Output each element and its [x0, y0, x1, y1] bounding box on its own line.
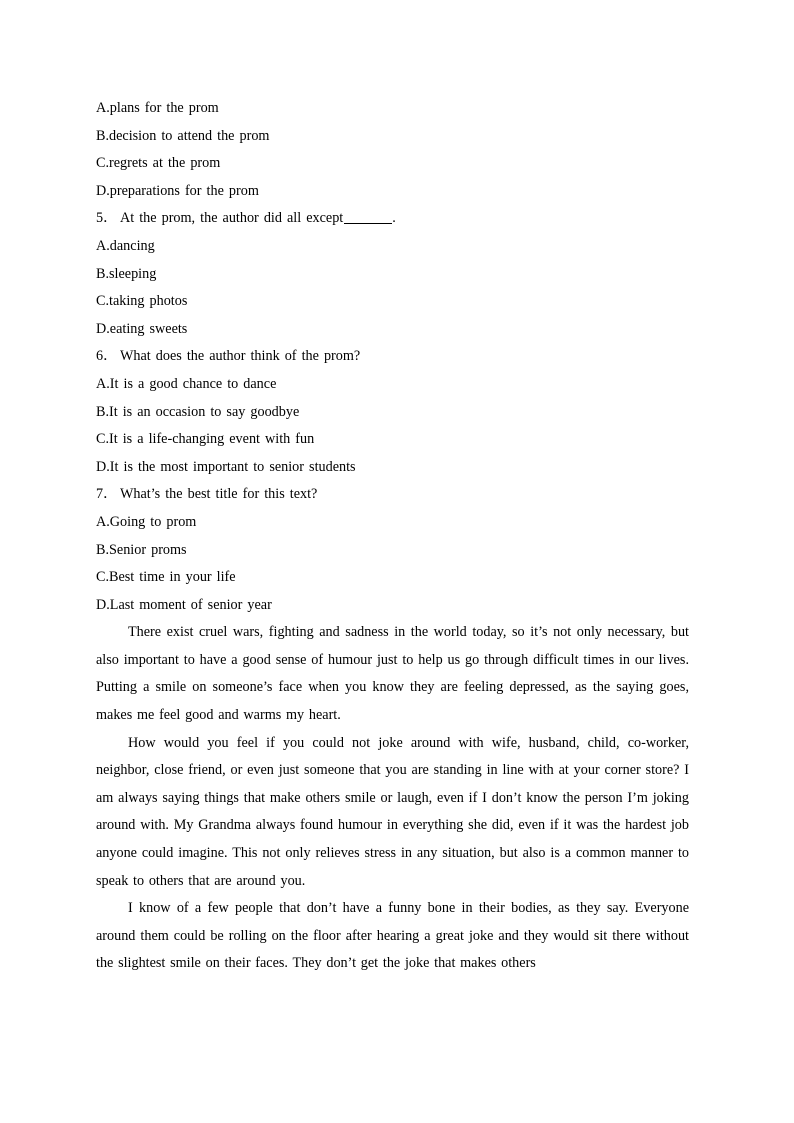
question-6-number: 6．	[96, 348, 118, 365]
option-6a: A.It is a good chance to dance	[96, 375, 277, 392]
passage-paragraph-1: There exist cruel wars, fighting and sadness in the world today, so it’s not only necessary, but also important to have a good sense of humour just to help us go through difficult times in our lives. Putting a smile on someone’s face when you know they are feeling depressed, as the saying goes, makes me feel good and warms my heart.	[96, 624, 689, 724]
option-5d: D.eating sweets	[96, 320, 188, 337]
option-7a: A.Going to prom	[96, 513, 197, 530]
option-7c: C.Best time in your life	[96, 569, 236, 586]
document-content	[96, 95, 696, 978]
question-4-options	[96, 95, 696, 205]
option-4d: D.preparations for the prom	[96, 182, 259, 199]
question-5: 5． At the prom, the author did all except .	[96, 205, 696, 233]
option-6c: C.It is a life-changing event with fun	[96, 431, 315, 448]
option-4b: B.decision to attend the prom	[96, 127, 270, 144]
option-5b: B.sleeping	[96, 265, 157, 282]
question-7-text: What’s the best title for this text?	[120, 486, 318, 503]
question-7-options	[96, 509, 696, 619]
option-5a: A.dancing	[96, 237, 155, 254]
question-6-text: What does the author think of the prom?	[120, 348, 361, 365]
question-5-number: 5．	[96, 210, 118, 227]
question-7	[96, 481, 696, 509]
question-6	[96, 343, 696, 371]
reading-passage	[96, 619, 696, 978]
passage-paragraph-2: How would you feel if you could not joke around with wife, husband, child, co-worker, neighbor, close friend, or even just someone that you are standing in line with at your corner store? I am always saying things that make others smile or laugh, even if I don’t know the person I’m joking around with. My Grandma always found humour in everything she did, even if it was the hardest job anyone could imagine. This not only relieves stress in any situation, but also is a common manner to speak to others that are around you.	[96, 734, 689, 889]
question-5-options	[96, 233, 696, 343]
option-7b: B.Senior proms	[96, 541, 187, 558]
option-4a: A.plans for the prom	[96, 100, 219, 116]
option-6d: D.It is the most important to senior students	[96, 458, 356, 475]
answer-blank	[344, 209, 392, 224]
option-6b: B.It is an occasion to say goodbye	[96, 403, 300, 420]
option-4c: C.regrets at the prom	[96, 155, 221, 172]
question-5-text: At the prom, the author did all except	[120, 210, 344, 227]
question-6-options	[96, 371, 696, 481]
question-7-number: 7．	[96, 486, 118, 503]
passage-paragraph-3: I know of a few people that don’t have a funny bone in their bodies, as they say. Everyone around them could be rolling on the floor after hearing a great joke and they would sit there without the slightest smile on their faces. They don’t get the joke that makes others	[96, 900, 689, 972]
option-5c: C.taking photos	[96, 293, 188, 310]
option-7d: D.Last moment of senior year	[96, 596, 272, 613]
